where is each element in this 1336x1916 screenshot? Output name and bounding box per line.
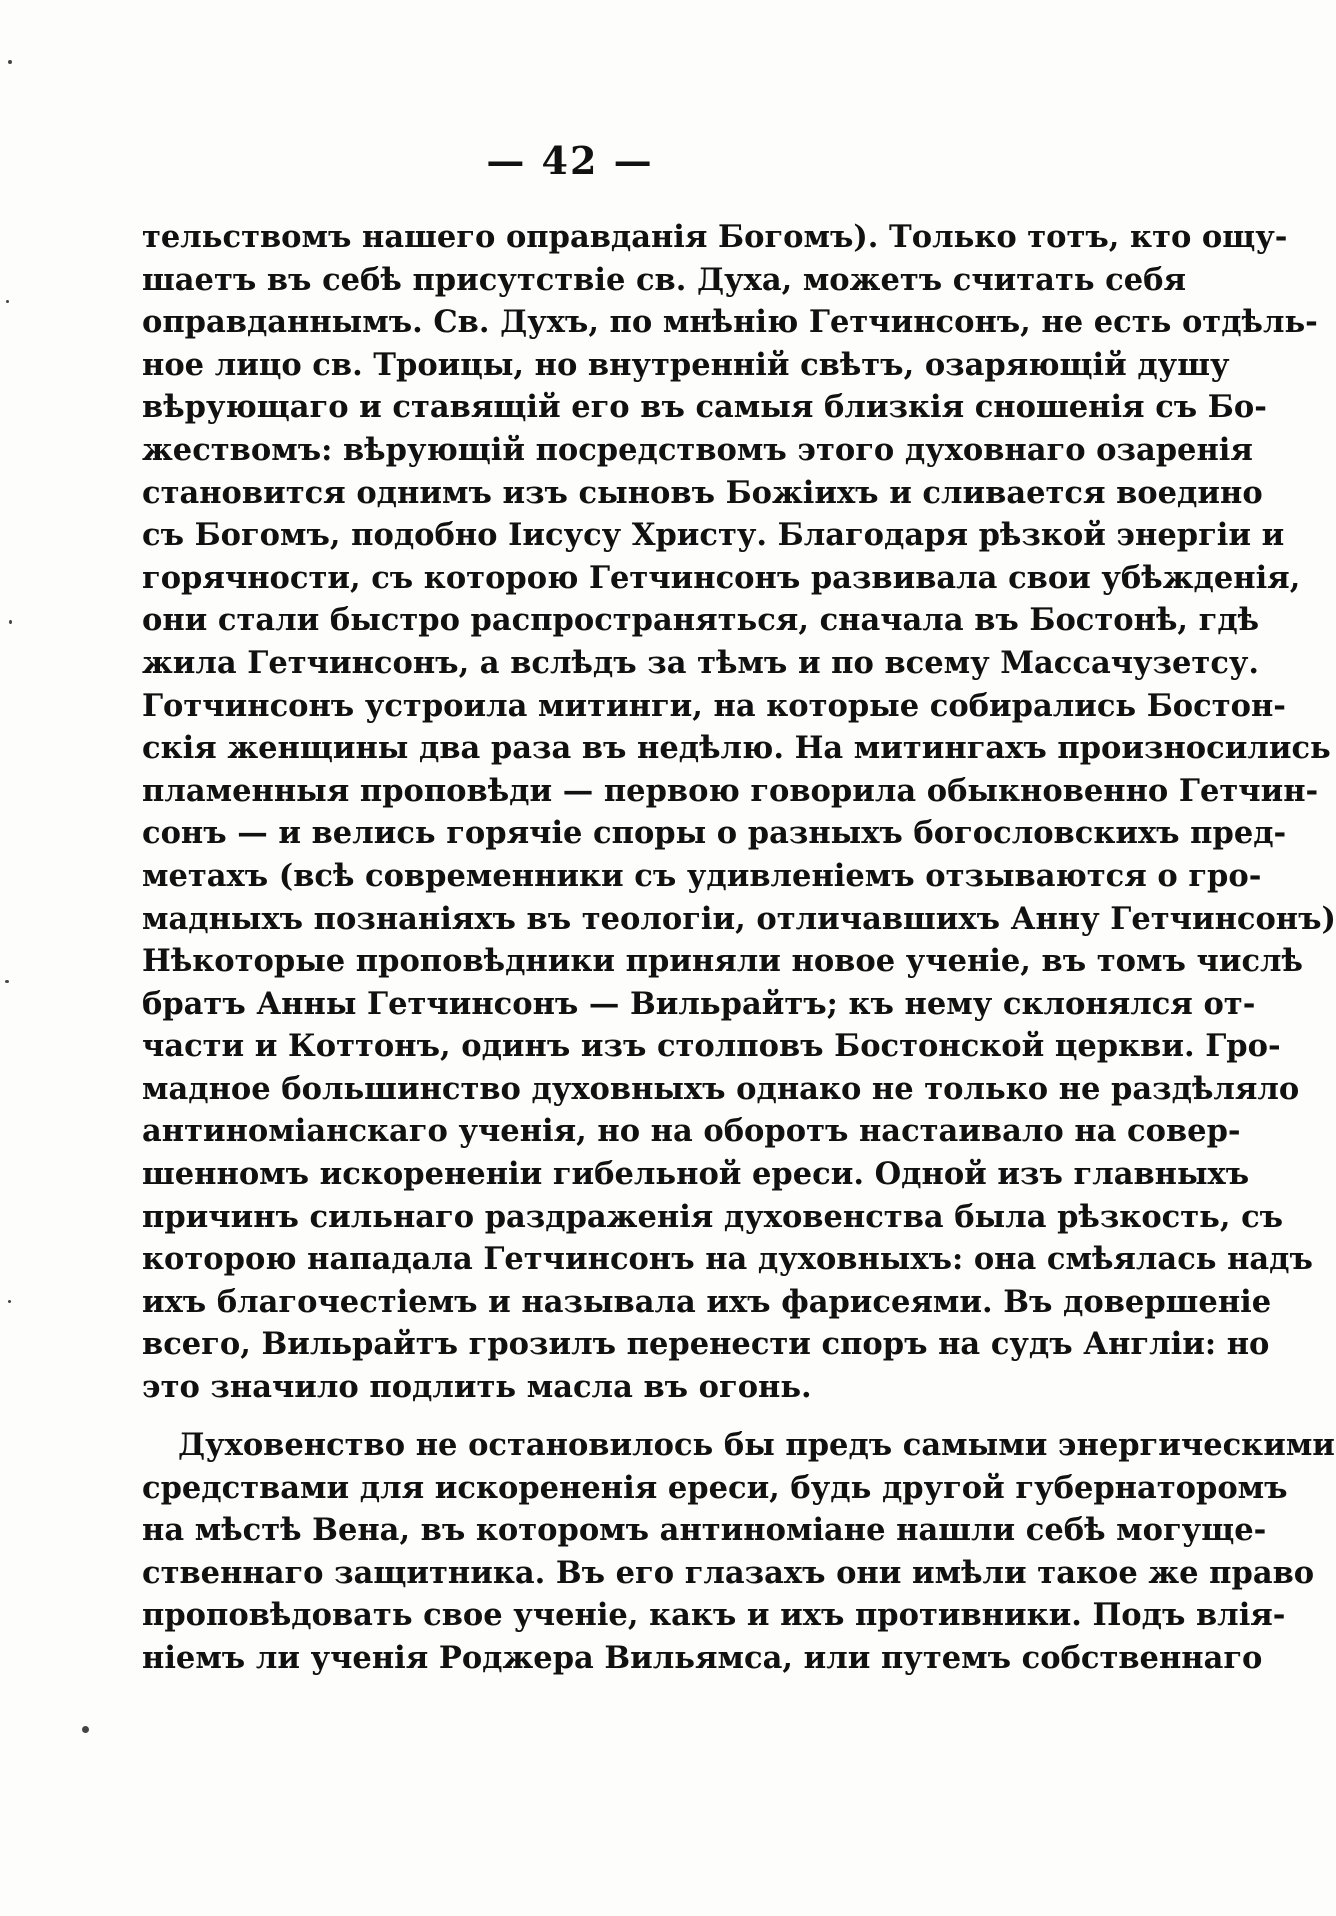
text-line: шаетъ въ себѣ присутствіе св. Духа, можетъ считать себя [142,261,1187,298]
text-line: причинъ сильнаго раздраженія духовенства была рѣзкость, съ [142,1198,1284,1235]
text-line: антиноміанскаго ученія, но на оборотъ настаивало на совер- [142,1113,1241,1150]
text-line: мадныхъ познаніяхъ въ теологіи, отличавшихъ Анну Гетчинсонъ) [142,900,1336,937]
text-line: на мѣстѣ Вена, въ которомъ антиноміане нашли себѣ могуще- [142,1512,1267,1549]
scan-speck [5,980,9,983]
text-line: метахъ (всѣ современники съ удивленіемъ отзываются о гро- [142,857,1262,894]
text-line: ніемъ ли ученія Роджера Вильямса, или путемъ собственнаго [142,1639,1263,1676]
text-line: братъ Анны Гетчинсонъ — Вильрайтъ; къ нему склонялся от- [142,985,1256,1022]
text-line: Духовенство не остановилось бы предъ самыми энергическими [178,1427,1335,1463]
text-line: шенномъ искорененіи гибельной ереси. Одной изъ главныхъ [142,1156,1250,1193]
text-line: мадное большинство духовныхъ однако не только не раздѣляло [142,1070,1300,1107]
page-number: — 42 — [486,138,654,183]
text-line: ное лицо св. Троицы, но внутренній свѣтъ, озаряющій душу [142,346,1230,383]
text-line: съ Богомъ, подобно Іисусу Христу. Благодаря рѣзкой энергіи и [142,517,1285,554]
text-line: пламенныя проповѣди — первою говорила обыкновенно Гетчин- [142,772,1319,809]
text-line: это значило подлить масла въ огонь. [142,1369,812,1406]
text-line: ихъ благочестіемъ и называла ихъ фарисеями. Въ довершеніе [142,1283,1272,1320]
text-line: становится однимъ изъ сыновъ Божіихъ и сливается воедино [142,474,1263,511]
text-line: части и Коттонъ, одинъ изъ столповъ Бостонской церкви. Гро- [142,1028,1281,1065]
text-line: они стали быстро распространяться, сначала въ Бостонѣ, гдѣ [142,602,1260,639]
text-line: проповѣдовать свое ученіе, какъ и ихъ противники. Подъ влія- [142,1597,1286,1634]
paragraph-2 [142,1424,1335,1680]
scan-speck [6,300,9,303]
text-line: средствами для искорененія ереси, будь другой губернаторомъ [142,1469,1288,1506]
text-line: тельствомъ нашего оправданія Богомъ). Только тотъ, кто ощу- [142,219,1288,255]
text-line: оправданнымъ. Св. Духъ, по мнѣнію Гетчинсонъ, не есть отдѣль- [142,304,1318,341]
text-line: Готчинсонъ устроила митинги, на которые собирались Бостон- [142,687,1286,724]
scan-speck [9,620,12,624]
text-line: жествомъ: вѣрующій посредствомъ этого духовнаго озаренія [142,431,1253,468]
text-line: вѣрующаго и ставящій его въ самыя близкія сношенія съ Бо- [142,389,1267,426]
paragraph-1 [142,216,1336,1409]
text-line: которою нападала Гетчинсонъ на духовныхъ: она смѣялась надъ [142,1241,1313,1278]
text-line: горячности, съ которою Гетчинсонъ развивала свои убѣжденія, [142,559,1301,596]
text-line: жила Гетчинсонъ, а вслѣдъ за тѣмъ и по всему Массачузетсу. [142,644,1260,681]
text-line: ственнаго защитника. Въ его глазахъ они имѣли такое же право [142,1554,1315,1591]
text-line: скія женщины два раза въ недѣлю. На митингахъ произносились [142,730,1331,767]
text-line: Нѣкоторые проповѣдники приняли новое ученіе, въ томъ числѣ [142,943,1303,980]
text-line: сонъ — и велись горячіе споры о разныхъ богословскихъ пред- [142,815,1287,852]
scan-speck [8,60,12,64]
text-line: всего, Вильрайтъ грозилъ перенести споръ на судъ Англіи: но [142,1326,1270,1363]
scan-speck [82,1726,89,1733]
scan-speck [8,1300,11,1303]
